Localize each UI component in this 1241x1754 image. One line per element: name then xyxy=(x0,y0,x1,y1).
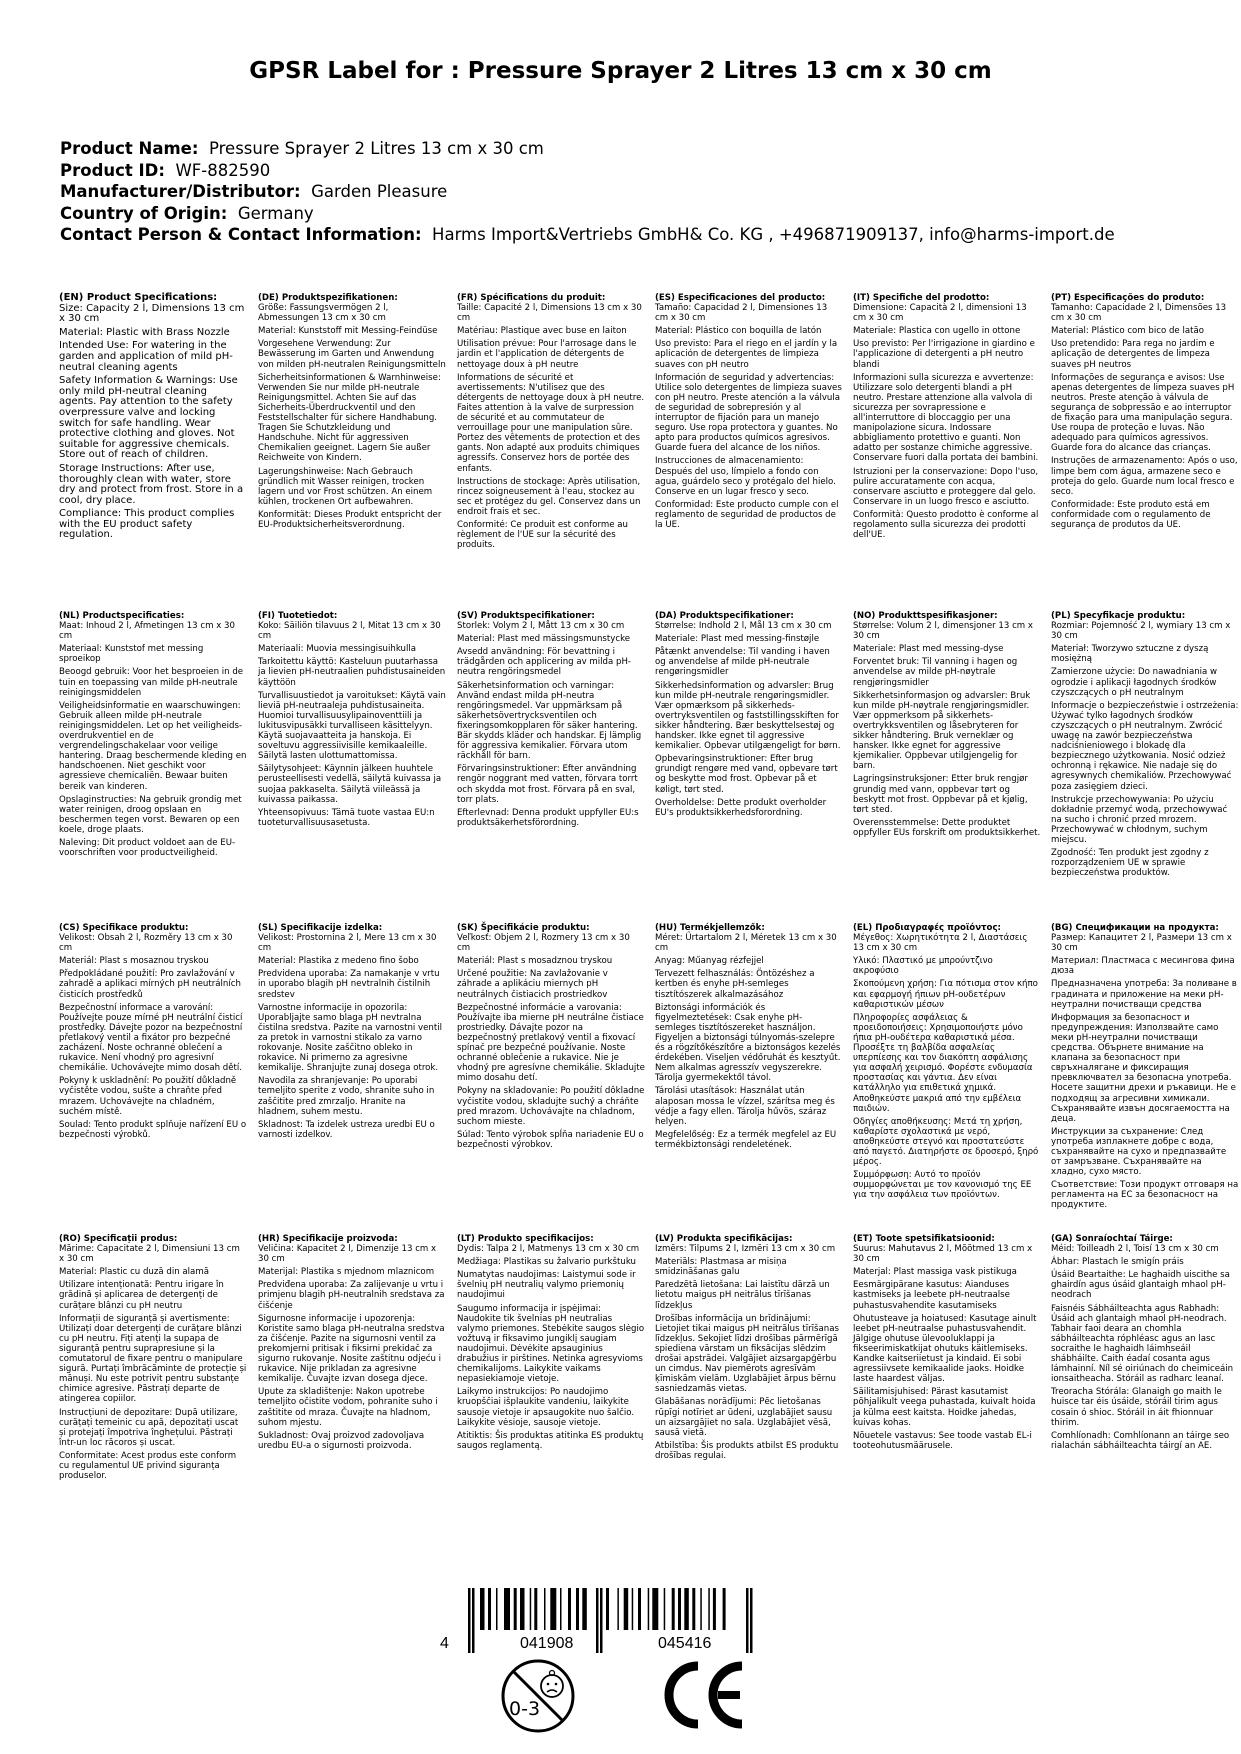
info-row xyxy=(60,224,1115,246)
language-block-title: (LT) Produkto specifikacijos: xyxy=(457,1234,594,1244)
language-block-title: (SL) Specifikacije izdelka: xyxy=(258,923,383,933)
spec-paragraph: Forventet bruk: Til vanning i hagen og anvendelse av milde pH-nøytrale rengjøringsmidler xyxy=(853,657,1018,688)
language-block-title: (FI) Tuotetiedot: xyxy=(258,611,338,621)
language-block-title: (ET) Toote spetsifikatsioonid: xyxy=(853,1234,995,1244)
barcode-bar xyxy=(480,1588,485,1630)
spec-paragraph: Säilitamisjuhised: Pärast kasutamist põhjalikult veega puhastada, kuivalt hoida ja külma eest kaitsta. Hoidke jahedas, kuivas kohas. xyxy=(853,1387,1036,1428)
barcode-bar xyxy=(530,1588,532,1630)
spec-paragraph: Storage Instructions: After use, thoroughly clean with water, store dry and protect from frost. Store in a cool, dry place. xyxy=(59,462,244,506)
barcode-bar xyxy=(576,1588,579,1630)
barcode-bar xyxy=(550,1588,556,1630)
spec-paragraph: Πληροφορίες ασφάλειας & προειδοποιήσεις: Χρησιμοποιήστε μόνο ήπια pH-ουδέτερα καθαριστικά μέσα. Προσέξτε τη βαλβίδα ασφαλείας υπερπίεσης και τον διακόπτη ασφάλισης για ασφαλή χειρισμό. Φορέστε ενδυμασία προστασίας και γάντια. Δεν είναι κατάλληλο για επιθετικά χημικά. Αποθηκεύστε μακριά από την εμβέλεια παιδιών. xyxy=(853,1012,1033,1114)
barcode-bar xyxy=(534,1588,537,1630)
language-block-title: (EN) Product Specifications: xyxy=(59,292,218,303)
spec-paragraph: Dimensione: Capacità 2 l, dimensioni 13 cm x 30 cm xyxy=(853,303,1027,324)
spec-paragraph: Tamanho: Capacidade 2 l, Dimensões 13 cm x 30 cm xyxy=(1051,303,1227,324)
spec-paragraph: Taille: Capacité 2 l, Dimensions 13 cm x 30 cm xyxy=(457,303,642,324)
language-block xyxy=(457,1234,645,1454)
info-value: WF-882590 xyxy=(175,160,271,180)
spec-paragraph: Informações de segurança e avisos: Use apenas detergentes de limpeza suaves pH neutros. Preste atenção à válvula de segurança de sobpressão e ao interruptor de fixação para uma manipulação segura. Use roupa de proteção e luvas. Não adequado para químicos agressivos. Guarde fora do alcance das crianças. xyxy=(1051,372,1235,454)
spec-paragraph: Intended Use: For watering in the garden and application of mild pH-neutral cleaning agents xyxy=(59,340,233,373)
spec-paragraph: Material: Plastic cu duză din alamă xyxy=(59,1267,209,1278)
language-block xyxy=(457,923,645,1153)
barcode-bar xyxy=(632,1588,634,1630)
barcode-bar xyxy=(664,1588,666,1630)
barcode-guard-bar xyxy=(750,1588,753,1653)
language-block xyxy=(853,611,1041,841)
spec-paragraph: Opbevaringsinstruktioner: Efter brug grundigt rengøre med vand, opbevare tørt og beskytte mod frost. Opbevar på et køligt, tørt sted. xyxy=(655,754,838,795)
spec-paragraph: Súlad: Tento výrobok spĺňa nariadenie EU o bezpečnosti výrobkov. xyxy=(457,1129,644,1150)
info-label: Product ID: xyxy=(60,160,165,180)
language-block xyxy=(853,1234,1041,1454)
spec-paragraph: Informații de siguranță și avertismente: Utilizați doar detergenți de curățare blânzi cu pH neutru. Fiți atenți la supapa de siguranță pentru suprapresiune și la comutatorul de fixare pentru o manipulare sigură. Purtați îmbrăcăminte de protecție și mănuși. Nu este potrivit pentru substanțe chimice agresive. Păstrați departe de atingerea copiilor. xyxy=(59,1313,247,1405)
spec-paragraph: Instrucțiuni de depozitare: După utilizare, curățați temeinic cu apă, depozitați uscat și protejați împotriva înghețului. Păstrați într-un loc răcoros și uscat. xyxy=(59,1407,239,1448)
spec-paragraph: Upute za skladištenje: Nakon upotrebe temeljito očistite vodom, pohranite suho i zaštitite od mraza. Čuvajte na hladnom, suhom mjestu. xyxy=(258,1387,438,1428)
barcode-bars xyxy=(440,1585,760,1660)
spec-paragraph: Υλικό: Πλαστικό με μπρούντζινο ακροφύσιο xyxy=(853,956,993,977)
spec-paragraph: Soulad: Tento produkt splňuje nařízení EU o bezpečnosti výrobků. xyxy=(59,1119,247,1140)
spec-paragraph: Materiál: Plast s mosadznou tryskou xyxy=(457,956,613,967)
spec-paragraph: Dydis: Talpa 2 l, Matmenys 13 cm x 30 cm xyxy=(457,1244,640,1255)
spec-paragraph: Koko: Säiliön tilavuus 2 l, Mitat 13 cm x 30 cm xyxy=(258,621,441,642)
language-block xyxy=(59,1234,247,1484)
spec-paragraph: Размер: Капацитет 2 l, Размери 13 cm x 30 cm xyxy=(1051,933,1232,954)
language-block xyxy=(655,1234,843,1464)
spec-paragraph: Numatytas naudojimas: Laistymui sode ir švelnių pH neutralių valymo priemonių naudojimui xyxy=(457,1270,636,1301)
spec-paragraph: Rozmiar: Pojemność 2 l, wymiary 13 cm x 30 cm xyxy=(1051,621,1231,642)
spec-paragraph: Saugumo informacija ir įspėjimai: Naudokite tik švelnias pH neutralias valymo priemones. Stebėkite saugos slėgio vožtuvą ir fiksavimo jungiklį saugiam naudojimui. Dėvėkite apsauginius drabužius ir pirštines. Netinka agresyvioms chemikalijoms. Laikykite vaikams nepasiekiamoje vietoje. xyxy=(457,1303,645,1385)
spec-paragraph: Material: Plástico con boquilla de latón xyxy=(655,326,822,337)
language-block-title: (DE) Produktspezifikationen: xyxy=(258,293,398,303)
spec-paragraph: Materijal: Plastika s mjednom mlaznicom xyxy=(258,1267,435,1278)
spec-paragraph: Conformitate: Acest produs este conform cu regulamentul UE privind siguranța produselor. xyxy=(59,1450,237,1482)
product-info xyxy=(60,138,1115,246)
spec-paragraph: Οδηγίες αποθήκευσης: Μετά τη χρήση, καθαρίστε σχολαστικά με νερό, αποθηκεύστε στεγνό και προστατεύστε από παγετό. Διατηρήστε σε δροσερό, ξηρό μέρος. xyxy=(853,1116,1039,1168)
spec-paragraph: Lagringsinstruksjoner: Etter bruk rengjør grundig med vann, oppbevar tørt og beskytt mot frost. Oppbevar på et kjølig, tørt sted. xyxy=(853,774,1028,815)
language-block-title: (GA) Sonraíochtaí Táirge: xyxy=(1051,1234,1173,1244)
language-block-title: (HU) Termékjellemzők: xyxy=(655,923,765,933)
spec-paragraph: Sikkerhedsinformation og advarsler: Brug kun milde pH-neutrale rengøringsmidler. Vær opmærksom på sikkerheds-overtryksventilen og faststillingsskiften for sikker håndtering. Bær beskyttelsestøj og handsker. Ikke egnet til aggressive kemikalier. Opbevar utilgængeligt for børn. xyxy=(655,680,841,752)
spec-paragraph: Eesmärgipärane kasutus: Aianduses kastmiseks ja leebete pH-neutraalse puhastusvahendite kasutamiseks xyxy=(853,1280,1010,1311)
spec-paragraph: Určené použitie: Na zavlažovanie v záhrade a aplikáciu miernych pH neutrálnych čistiacich prostriedkov xyxy=(457,969,608,1000)
spec-paragraph: Materiale: Plast med messing-dyse xyxy=(853,644,1004,655)
barcode-bar xyxy=(638,1588,641,1630)
spec-paragraph: Ábhar: Plastach le smigín práis xyxy=(1051,1257,1184,1268)
language-block-title: (PT) Especificações do produto: xyxy=(1051,293,1205,303)
spec-paragraph: Velikost: Prostornina 2 l, Mere 13 cm x 30 cm xyxy=(258,933,437,954)
language-block xyxy=(1051,611,1239,881)
spec-paragraph: Treoracha Stórála: Glanaigh go maith le huisce tar éis úsáide, stóráil tirim agus cosain ó shioc. Stóráil in áit fhionnuar thirim. xyxy=(1051,1387,1222,1428)
spec-paragraph: Materjal: Plast massiga vask pistikuga xyxy=(853,1267,1017,1278)
spec-paragraph: Size: Capacity 2 l, Dimensions 13 cm x 30 cm xyxy=(59,302,245,325)
barcode-bar xyxy=(560,1588,562,1630)
spec-paragraph: Material: Plast med mässingsmunstycke xyxy=(457,634,631,645)
language-block xyxy=(258,293,446,533)
spec-paragraph: Σκοπούμενη χρήση: Για πότισμα στον κήπο και εφαρμογή ήπιων pH-ουδετέρων καθαριστικών μέσων xyxy=(853,979,1038,1010)
spec-paragraph: Matériau: Plastique avec buse en laiton xyxy=(457,326,627,337)
barcode-guard-bar xyxy=(600,1588,603,1653)
spec-paragraph: Mărime: Capacitate 2 l, Dimensiuni 13 cm x 30 cm xyxy=(59,1244,240,1265)
spec-paragraph: Suurus: Mahutavus 2 l, Mõõtmed 13 cm x 30 cm xyxy=(853,1244,1033,1265)
language-block-title: (LV) Produkta specifikācijas: xyxy=(655,1234,793,1244)
barcode-left-digits: 041908 xyxy=(520,1635,574,1652)
barcode-bar xyxy=(504,1588,510,1630)
spec-paragraph: Zgodność: Ten produkt jest zgodny z rozporządzeniem UE w sprawie bezpieczeństwa produktów. xyxy=(1051,848,1209,879)
spec-paragraph: Información de seguridad y advertencias: Utilice solo detergentes de limpieza suaves con pH neutro. Preste atención a la válvula de seguridad de sobrepresión y al interruptor de fijación para un manejo seguro. Use ropa protectora y guantes. No apto para productos químicos agresivos. Guarde fuera del alcance de los niños. xyxy=(655,372,842,454)
info-label: Country of Origin: xyxy=(60,203,228,223)
language-block-title: (NO) Produkttspesifikasjoner: xyxy=(853,611,998,621)
language-block-title: (SK) Špecifikácie produktu: xyxy=(457,923,590,933)
spec-paragraph: Předpokládané použití: Pro zavlažování v zahradě a aplikaci mírných pH neutrálních čisticích prostředků xyxy=(59,969,241,1000)
barcode-guard-bar xyxy=(468,1588,471,1653)
language-block xyxy=(655,923,843,1153)
spec-paragraph: Laikymo instrukcijos: Po naudojimo kruopščiai išplaukite vandeniu, laikykite sausoje vietoje ir apsaugokite nuo šalčio. Laikykite vėsioje, sausoje vietoje. xyxy=(457,1387,635,1428)
barcode-bar xyxy=(520,1588,525,1630)
spec-paragraph: Informazioni sulla sicurezza e avvertenze: Utilizzare solo detergenti blandi a pH neutro. Prestare attenzione alla valvola di sicurezza per sovrapressione e all'interruttore di bloccaggio per una manipolazione sicura. Indossare abbigliamento protettivo e guanti. Non adatto per sostanze chimiche aggressive. Conservare fuori dalla portata dei bambini. xyxy=(853,372,1039,464)
spec-paragraph: Uso previsto: Para el riego en el jardín y la aplicación de detergentes de limpieza suaves con pH neutro xyxy=(655,339,838,370)
spec-paragraph: Utilizare intenționată: Pentru irigare în grădină și aplicarea de detergenți de curățare blânzi cu pH neutru xyxy=(59,1280,224,1311)
language-block xyxy=(853,923,1041,1203)
language-block xyxy=(1051,1234,1239,1454)
language-block-title: (PL) Specyfikacje produktu: xyxy=(1051,611,1186,621)
spec-paragraph: Méid: Toilleadh 2 l, Toisí 13 cm x 30 cm xyxy=(1051,1244,1219,1255)
barcode-bar xyxy=(678,1588,681,1630)
barcode-bar xyxy=(700,1588,702,1630)
spec-paragraph: Sicherheitsinformationen & Warnhinweise: Verwenden Sie nur milde pH-neutrale Reinigungsmittel. Achten Sie auf das Sicherheits-Überdruckventil und den Feststellschalter für sichere Handhabung. Tragen Sie Schutzkleidung und Handschuhe. Nicht für aggressiven Chemikalien geeignet. Lagern Sie außer Reichweite von Kindern. xyxy=(258,372,441,464)
language-block xyxy=(59,611,247,861)
language-block xyxy=(457,293,645,553)
spec-paragraph: Overholdelse: Dette produkt overholder EU's produktsikkerhedsforordning. xyxy=(655,797,827,818)
spec-paragraph: Pokyny k uskladnění: Po použití důkladně vyčistěte vodou, sušte a chraňte před mrazem. Uchovávejte na chladném, suchém místě. xyxy=(59,1076,237,1117)
spec-paragraph: Skladnost: Ta izdelek ustreza uredbi EU o varnosti izdelkov. xyxy=(258,1119,435,1140)
barcode-bar xyxy=(708,1588,710,1630)
spec-paragraph: Úsáid Beartaithe: Le haghaidh uiscithe sa ghairdín agus úsáid glantaigh mhaol pH-neodrach xyxy=(1051,1270,1230,1301)
spec-paragraph: Sikkerhetsinformasjon og advarsler: Bruk kun milde pH-nøytrale rengjøringsmidler. Vær oppmerksom på sikkerhets-overtrykksventilen og låsebryteren for sikker håndtering. Bruk verneklær og hansker. Ikke egnet for aggressive kjemikalier. Oppbevar utilgjengelig for barn. xyxy=(853,690,1031,772)
spec-paragraph: Instruções de armazenamento: Após o uso, limpe bem com água, armazene seco e proteja do gelo. Guarde num local fresco e seco. xyxy=(1051,456,1238,497)
spec-paragraph: Paredzētā lietošana: Lai laistītu dārzā un lietotu maigus pH neitrālus tīrīšanas līdzekļus xyxy=(655,1280,830,1311)
barcode-bar xyxy=(488,1588,491,1630)
barcode-bar xyxy=(544,1588,546,1630)
info-label: Manufacturer/Distributor: xyxy=(60,182,301,201)
info-value: Pressure Sprayer 2 Litres 13 cm x 30 cm xyxy=(208,139,544,158)
spec-paragraph: Efterlevnad: Denna produkt uppfyller EU:s produktsäkerhetsförordning. xyxy=(457,807,639,828)
info-value: Garden Pleasure xyxy=(311,182,448,201)
spec-paragraph: Tervezett felhasználás: Öntözéshez a kertben és enyhe pH-semleges tisztítószerek alkalmazásához xyxy=(655,969,815,1000)
language-block xyxy=(457,611,645,831)
spec-paragraph: Izmērs: Tilpums 2 l, Izmēri 13 cm x 30 cm xyxy=(655,1244,836,1255)
info-value: Harms Import&Vertriebs GmbH& Co. KG , +496871909137, info@harms-import.de xyxy=(432,225,1115,244)
spec-paragraph: Съответствие: Този продукт отговаря на регламента на ЕС за безопасност на продуктите. xyxy=(1051,1180,1239,1211)
language-block-title: (CS) Specifikace produktu: xyxy=(59,923,189,933)
spec-paragraph: Drošības informācija un brīdinājumi: Lietojiet tikai maigus pH neitrālus tīrīšanas līdzekļus. Sekojiet līdzi drošības pārmērīgā spiediena vārstam un fiksācijas slēdzim drošai apstrādei. Valgājiet aizsargapģērbu un cimdus. Nav piemērots agresīvām ķīmiskām vielām. Uzglabājiet ārpus bērnu sasniedzamās vietas. xyxy=(655,1313,839,1395)
spec-paragraph: Säkerhetsinformation och varningar: Använd endast milda pH-neutra rengöringsmedel. Var uppmärksam på säkerhetsövertrycksventilen och fixeringsomkopplaren för säker hantering. Bär skydds kläder och handskar. Ej lämplig för aggressiva kemikalier. Förvara utom räckhåll för barn. xyxy=(457,680,642,762)
language-block xyxy=(655,293,843,533)
language-block-title: (BG) Спецификации на продукта: xyxy=(1051,923,1219,933)
not-for-children-0-3-icon xyxy=(500,1658,576,1738)
ce-mark-icon xyxy=(662,1660,746,1734)
age-label: 0-3 xyxy=(509,1698,541,1720)
spec-paragraph: Materiāls: Plastmasa ar misiņa smidzināšanas galu xyxy=(655,1257,787,1278)
spec-paragraph: Compliance: This product complies with the EU product safety regulation. xyxy=(59,508,235,541)
spec-paragraph: Conformidad: Este producto cumple con el reglamento de seguridad de productos de la UE. xyxy=(655,499,839,530)
spec-paragraph: Uso previsto: Per l'irrigazione in giardino e l'applicazione di detergenti a pH neutro blandi xyxy=(853,339,1035,370)
spec-paragraph: Nõuetele vastavus: See toode vastab EL-i tooteohutusmäärusele. xyxy=(853,1430,1032,1451)
spec-paragraph: Faisnéis Sábháilteachta agus Rabhadh: Úsáid ach glantaigh mhaol pH-neodrach. Tabhair faoi deara an chomhla sábháilteachta róphléasc agus an lasc socraithe le haghaidh láimhseáil shábháilte. Caith éadaí cosanta agus lámhainní. Níl sé oiriúnach do cheimiceáin ionsaitheacha. Stóráil as radharc leanaí. xyxy=(1051,1303,1234,1385)
barcode-bar xyxy=(648,1588,650,1630)
barcode-bar xyxy=(684,1588,689,1630)
spec-paragraph: Informations de sécurité et avertissements: N'utilisez que des détergents de nettoyage doux à pH neutre. Faites attention à la valve de surpression de sécurité et au commutateur de verrouillage pour une manipulation sûre. Portez des vêtements de protection et des gants. Non adapté aux produits chimiques agressifs. Conservez hors de portée des enfants. xyxy=(457,372,645,474)
spec-paragraph: Anyag: Műanyag rézfejjel xyxy=(655,956,764,967)
language-block-title: (HR) Specifikacije proizvoda: xyxy=(258,1234,398,1244)
spec-paragraph: Ohutusteave ja hoiatused: Kasutage ainult leebet pH-neutraalse puhastusvahendit. Jälgige ohutuse ülevooluklappi ja fikseerimiskatkijat ohutuks käitlemiseks. Kandke kaitseriietust ja kindaid. Ei sobi agressiivsete kemikaalide jaoks. Hoidke laste haardest väljas. xyxy=(853,1313,1037,1385)
info-value: Germany xyxy=(237,203,314,223)
spec-paragraph: Pokyny na skladovanie: Po použití dôkladne vyčistite vodou, skladujte suchý a chráňte pred mrazom. Uchovávajte na chladnom, suchom mieste. xyxy=(457,1086,645,1127)
language-block xyxy=(258,611,446,831)
spec-paragraph: Lagerungshinweise: Nach Gebrauch gründlich mit Wasser reinigen, trocken lagern und vor Frost schützen. An einem kühlen, trockenen Ort aufbewahren. xyxy=(258,466,433,507)
spec-paragraph: Materiaal: Kunststof met messing sproeikop xyxy=(59,644,204,665)
spec-paragraph: Overensstemmelse: Dette produktet oppfyller EUs forskrift om produktsikkerhet. xyxy=(853,817,1041,838)
spec-paragraph: Naleving: Dit product voldoet aan de EU-voorschriften voor productveiligheid. xyxy=(59,837,236,859)
language-block-title: (SV) Produktspecifikationer: xyxy=(457,611,595,621)
spec-paragraph: Materiale: Plastica con ugello in ottone xyxy=(853,326,1021,337)
info-row xyxy=(60,160,1115,182)
barcode-bar xyxy=(514,1588,517,1630)
language-block-title: (IT) Specifiche del prodotto: xyxy=(853,293,990,303)
barcode-right-digits: 045416 xyxy=(658,1635,712,1652)
language-block xyxy=(258,923,446,1143)
barcode-first-digit: 4 xyxy=(440,1635,449,1652)
spec-paragraph: Συμμόρφωση: Αυτό το προϊόν συμμορφώνεται με τον κανονισμό της ΕΕ για την ασφάλεια των προϊόντων. xyxy=(853,1170,1032,1201)
language-block xyxy=(59,923,247,1143)
barcode-bar xyxy=(692,1588,695,1630)
spec-paragraph: Material: Plástico com bico de latão xyxy=(1051,326,1204,337)
spec-paragraph: Medžiaga: Plastikas su žalvario purkštuku xyxy=(457,1257,636,1268)
language-block xyxy=(655,611,843,821)
spec-paragraph: Conformidade: Este produto está em conformidade com o regulamento de segurança de produtos da UE. xyxy=(1051,499,1211,530)
language-block xyxy=(59,293,247,544)
spec-paragraph: Materiaali: Muovia messingisuihkulla xyxy=(258,644,417,655)
spec-paragraph: Μέγεθος: Χωρητικότητα 2 l, Διαστάσεις 13 cm x 30 cm xyxy=(853,933,1028,954)
spec-paragraph: Materiał: Tworzywo sztuczne z dyszą mosiężną xyxy=(1051,644,1209,665)
spec-paragraph: Megfelelőség: Ez a termék megfelel az EU termékbiztonsági rendeletének. xyxy=(655,1129,837,1150)
spec-paragraph: Veiligheidsinformatie en waarschuwingen: Gebruik alleen milde pH-neutrale reinigingsmiddelen. Let op het veiligheids-overdrukventiel en de vergrendelingschakelaar voor veilige hantering. Draag beschermende kleding en handschoenen. Niet geschikt voor agressieve chemicaliën. Bewaar buiten bereik van kinderen. xyxy=(59,700,247,792)
spec-paragraph: Zamierzone użycie: Do nawadniania w ogrodzie i aplikacji łagodnych środków czyszczących o pH neutralnym xyxy=(1051,667,1218,698)
barcode-bar xyxy=(624,1588,629,1630)
spec-paragraph: Predviđena uporaba: Za zalijevanje u vrtu i primjenu blagih pH-neutralnih sredstava za čišćenje xyxy=(258,1280,445,1311)
barcode-guard-bar xyxy=(746,1588,749,1653)
spec-paragraph: Material: Kunststoff mit Messing-Feindüse xyxy=(258,326,438,337)
spec-paragraph: Størrelse: Indhold 2 l, Mål 13 cm x 30 cm xyxy=(655,621,832,632)
spec-paragraph: Størrelse: Volum 2 l, dimensjoner 13 cm x 30 cm xyxy=(853,621,1033,642)
spec-paragraph: Instructions de stockage: Après utilisation, rincez soigneusement à l'eau, stockez au sec et protégez du gel. Conservez dans un endroit frais et sec. xyxy=(457,476,641,517)
spec-paragraph: Conformità: Questo prodotto è conforme al regolamento sulla sicurezza dei prodotti dell'UE. xyxy=(853,509,1039,541)
spec-paragraph: Материал: Пластмаса с месингова фина дюза xyxy=(1051,956,1235,977)
barcode-guard-bar xyxy=(472,1588,475,1653)
spec-paragraph: Velikost: Obsah 2 l, Rozměry 13 cm x 30 cm xyxy=(59,933,233,954)
language-block xyxy=(1051,293,1239,533)
spec-paragraph: Informacje o bezpieczeństwie i ostrzeżenia: Używać tylko łagodnych środków czyszczących o pH neutralnym. Zwrócić uwagę na zawór bezpieczeństwa nadciśnieniowego i blokadę dla bezpiecznego użytkowania. Nosić odzież ochronną i rękawice. Nie nadaje się do agresywnych chemikaliów. Przechowywać poza zasięgiem dzieci. xyxy=(1051,700,1239,792)
spec-paragraph: Veľkosť: Objem 2 l, Rozmery 13 cm x 30 cm xyxy=(457,933,630,954)
spec-paragraph: Opslaginstructies: Na gebruik grondig met water reinigen, droog opslaan en beschermen tegen vorst. Bewaren op een koele, droge plaats. xyxy=(59,794,242,835)
spec-paragraph: Vorgesehene Verwendung: Zur Bewässerung im Garten und Anwendung von milden pH-neutralen Reinigungsmitteln xyxy=(258,339,446,370)
spec-paragraph: Säilytysohjeet: Käynnin jälkeen huuhtele perusteellisesti vedellä, säilytä kuivassa ja suojaa pakkaselta. Säilytä viileässä ja kuivassa paikassa. xyxy=(258,764,442,805)
ean-barcode xyxy=(440,1585,760,1660)
spec-paragraph: Material: Plastika z medeno fino šobo xyxy=(258,956,419,967)
language-block-title: (FR) Spécifications du produit: xyxy=(457,293,606,303)
barcode-bar xyxy=(713,1588,716,1630)
info-label: Product Name: xyxy=(60,139,199,158)
spec-paragraph: Bezpečnostné informácie a varovania: Používajte iba mierne pH neutrálne čistiace prostriedky. Dávajte pozor na bezpečnostný pretlakový ventil a fixovací spínač pre bezpečné používanie. Noste ochranné oblečenie a rukavice. Nie je vhodný pre agresívne chemikálie. Skladujte mimo dosahu detí. xyxy=(457,1002,645,1084)
spec-paragraph: Förvaringsinstruktioner: Efter användning rengör noggrant med vatten, förvara torrt och skydda mot frost. Förvara på en sval, torr plats. xyxy=(457,764,638,805)
spec-paragraph: Bezpečnostní informace a varování: Používejte pouze mírné pH neutrální čisticí prostředky. Dávejte pozor na bezpečnostní přetlakový ventil a fixátor pro bezpečné zacházení. Noste ochranné oblečení a rukavice. Není vhodný pro agresivní chemikálie. Uchovávejte mimo dosah dětí. xyxy=(59,1002,243,1074)
language-block-title: (EL) Προδιαγραφές προϊόντος: xyxy=(853,923,1001,933)
barcode-bar xyxy=(582,1588,587,1630)
info-row xyxy=(60,138,1115,160)
spec-paragraph: Atbilstība: Šis produkts atbilst ES produktu drošības regulai. xyxy=(655,1440,839,1461)
barcode-bar xyxy=(652,1588,658,1630)
spec-paragraph: Istruzioni per la conservazione: Dopo l'uso, pulire accuratamente con acqua, conservare asciutto e proteggere dal gelo. Conservare in un luogo fresco e asciutto. xyxy=(853,466,1039,507)
barcode-bar xyxy=(568,1588,571,1630)
language-block xyxy=(1051,923,1239,1214)
spec-paragraph: Предназначена употреба: За поливане в градината и приложение на меки pH-неутрални почистващи средства xyxy=(1051,979,1237,1010)
spec-paragraph: Tamaño: Capacidad 2 l, Dimensiones 13 cm x 30 cm xyxy=(655,303,828,324)
barcode-bar xyxy=(723,1588,726,1630)
spec-paragraph: Turvallisuustiedot ja varoitukset: Käytä vain lieviä pH-neutraaleja puhdistusaineita. Huomioi turvallisuusylipainoventtiili ja lukitusvipusäkki turvalliseen käsittelyyn. Käytä suojavaatteita ja hanskoja. Ei soveltuvu aggressiivisille kemikaaleille. Säilytä lasten ulottumattomissa. xyxy=(258,690,446,762)
spec-paragraph: Sigurnosne informacije i upozorenja: Koristite samo blaga pH-neutralna sredstva za čišćenje. Pazite na sigurnosni ventil za prekomjerni pritisak i fiksirni prekidač za sigurno rukovanje. Nosite zaštitnu odjeću i rukavice. Nije prikladan za agresivne kemikalije. Čuvajte izvan dosega djece. xyxy=(258,1313,445,1385)
spec-paragraph: Comhlíonadh: Comhlíonann an táirge seo rialachán sábháilteachta táirgí an AE. xyxy=(1051,1430,1230,1451)
spec-paragraph: Safety Information & Warnings: Use only mild pH-neutral cleaning agents. Pay attention to the safety overpressure valve and locking switch for safe handling. Wear protective clothing and gloves. Not suitable for aggressive chemicals. Store out of reach of children. xyxy=(59,375,238,461)
language-block xyxy=(853,293,1041,543)
spec-paragraph: Größe: Fassungsvermögen 2 l, Abmessungen 13 cm x 30 cm xyxy=(258,303,389,324)
spec-paragraph: Glabāšanas norādījumi: Pēc lietošanas rūpīgi notīriet ar ūdeni, uzglabājiet sausu un aizsargājiet no sala. Uzglabājiet vēsā, sausā vietā. xyxy=(655,1397,833,1438)
spec-paragraph: Konformität: Dieses Produkt entspricht der EU-Produktsicherheitsverordnung. xyxy=(258,509,442,530)
spec-paragraph: Méret: Űrtartalom 2 l, Méretek 13 cm x 30 cm xyxy=(655,933,837,954)
barcode-bar xyxy=(606,1588,609,1630)
spec-paragraph: Instrukcje przechowywania: Po użyciu dokładnie przemyć wodą, przechowywać na sucho i chronić przed mrozem. Przechowywać w chłodnym, suchym miejscu. xyxy=(1051,794,1228,845)
spec-paragraph: Conformité: Ce produit est conforme au règlement de l'UE sur la sécurité des produits. xyxy=(457,519,628,551)
spec-paragraph: Utilisation prévue: Pour l'arrosage dans le jardin et l'application de détergents de nettoyage doux à pH neutre xyxy=(457,339,637,370)
info-row xyxy=(60,203,1115,225)
spec-paragraph: Materiale: Plast med messing-finstøjle xyxy=(655,634,820,645)
language-block xyxy=(258,1234,446,1454)
spec-paragraph: Avsedd användning: För bevattning i trädgården och applicering av milda pH-neutra rengöringsmedel xyxy=(457,647,632,678)
spec-paragraph: Tarkoitettu käyttö: Kasteluun puutarhassa ja lievien pH-neutraalien puhdistusaineiden käyttöön xyxy=(258,657,446,688)
spec-paragraph: Uso pretendido: Para rega no jardim e aplicação de detergentes de limpeza suaves pH neutros xyxy=(1051,339,1215,370)
spec-paragraph: Instrucciones de almacenamiento: Después del uso, límpielo a fondo con agua, guárdelo seco y protégalo del hielo. Conserve en un lugar fresco y seco. xyxy=(655,456,836,497)
spec-paragraph: Påtænkt anvendelse: Til vanding i haven og anvendelse af milde pH-neutrale rengøringsmidler xyxy=(655,647,830,678)
spec-paragraph: Biztonsági információk és figyelmeztetések: Csak enyhe pH-semleges tisztítószereket használjon. Figyeljen a biztonsági túlnyomás-szelepre és a rögzítőkészítőre a biztonságos kezelés érdekében. Viseljen védőruhát és kesztyűt. Nem alkalmas agresszív vegyszerekre. Tárolja gyermekektől távol. xyxy=(655,1002,841,1084)
language-block-title: (RO) Specificații produs: xyxy=(59,1234,178,1244)
barcode-bar xyxy=(672,1588,675,1630)
info-label: Contact Person & Contact Information: xyxy=(60,225,422,244)
language-block-title: (NL) Productspecificaties: xyxy=(59,611,185,621)
spec-paragraph: Beoogd gebruik: Voor het besproeien in de tuin en toepassing van milde pH-neutrale reinigingsmiddelen xyxy=(59,667,244,698)
spec-paragraph: Sukladnost: Ovaj proizvod zadovoljava uredbu EU-a o sigurnosti proizvoda. xyxy=(258,1430,425,1451)
spec-paragraph: Predvidena uporaba: Za namakanje v vrtu in uporabo blagih pH nevtralnih čistilnih sredstev xyxy=(258,969,440,1000)
spec-paragraph: Информация за безопасност и предупреждения: Използвайте само меки pH-неутрални почистващи средства. Обърнете внимание на клапана за безопасност при свръхналягане и фиксиращия превключвател за безопасна употреба. Носете защитни дрехи и ръкавици. Не е подходящ за агресивни химикали. Съхранявайте извън досягаемостта на деца. xyxy=(1051,1012,1236,1124)
language-block-title: (DA) Produktspecifikationer: xyxy=(655,611,794,621)
barcode-guard-bar xyxy=(596,1588,599,1653)
spec-paragraph: Yhteensopivuus: Tämä tuote vastaa EU:n tuoteturvallisuusasetusta. xyxy=(258,807,435,828)
spec-paragraph: Material: Plastic with Brass Nozzle xyxy=(59,326,230,338)
spec-paragraph: Materiál: Plast s mosaznou tryskou xyxy=(59,956,209,967)
spec-paragraph: Navodila za shranjevanje: Po uporabi temeljito sperite z vodo, shranite suho in zaščitite pred zmrzaljo. Hranite na hladnem, suhem mestu. xyxy=(258,1076,435,1117)
barcode-bar xyxy=(496,1588,498,1630)
barcode-bar xyxy=(617,1588,619,1630)
spec-paragraph: Maat: Inhoud 2 l, Afmetingen 13 cm x 30 cm xyxy=(59,621,235,642)
language-block-title: (ES) Especificaciones del producto: xyxy=(655,293,826,303)
spec-paragraph: Storlek: Volym 2 l, Mått 13 cm x 30 cm xyxy=(457,621,625,632)
spec-paragraph: Tárolási utasítások: Használat után alaposan mossa le vízzel, szárítsa meg és védje a fagy ellen. Tárolja hűvös, száraz helyen. xyxy=(655,1086,835,1127)
spec-paragraph: Veličina: Kapacitet 2 l, Dimenzije 13 cm x 30 cm xyxy=(258,1244,437,1265)
page-title: GPSR Label for : Pressure Sprayer 2 Litres 13 cm x 30 cm xyxy=(249,58,992,84)
spec-paragraph: Инструкции за съхранение: След употреба изплакнете добре с вода, съхранявайте на сухо и предпазвайте от замръзване. Съхранявайте на хладно, сухо място. xyxy=(1051,1126,1227,1178)
spec-paragraph: Varnostne informacije in opozorila: Uporabljajte samo blaga pH nevtralna čistilna sredstva. Pazite na varnostni ventil za pretok in varnostni stikalo za varno rokovanje. Nosite zaščitno obleko in rokavice. Ni primerno za agresivne kemikalije. Shranjujte zunaj dosega otrok. xyxy=(258,1002,443,1074)
spec-paragraph: Atitiktis: Šis produktas atitinka ES produktų saugos reglamentą. xyxy=(457,1430,644,1451)
info-row xyxy=(60,181,1115,203)
